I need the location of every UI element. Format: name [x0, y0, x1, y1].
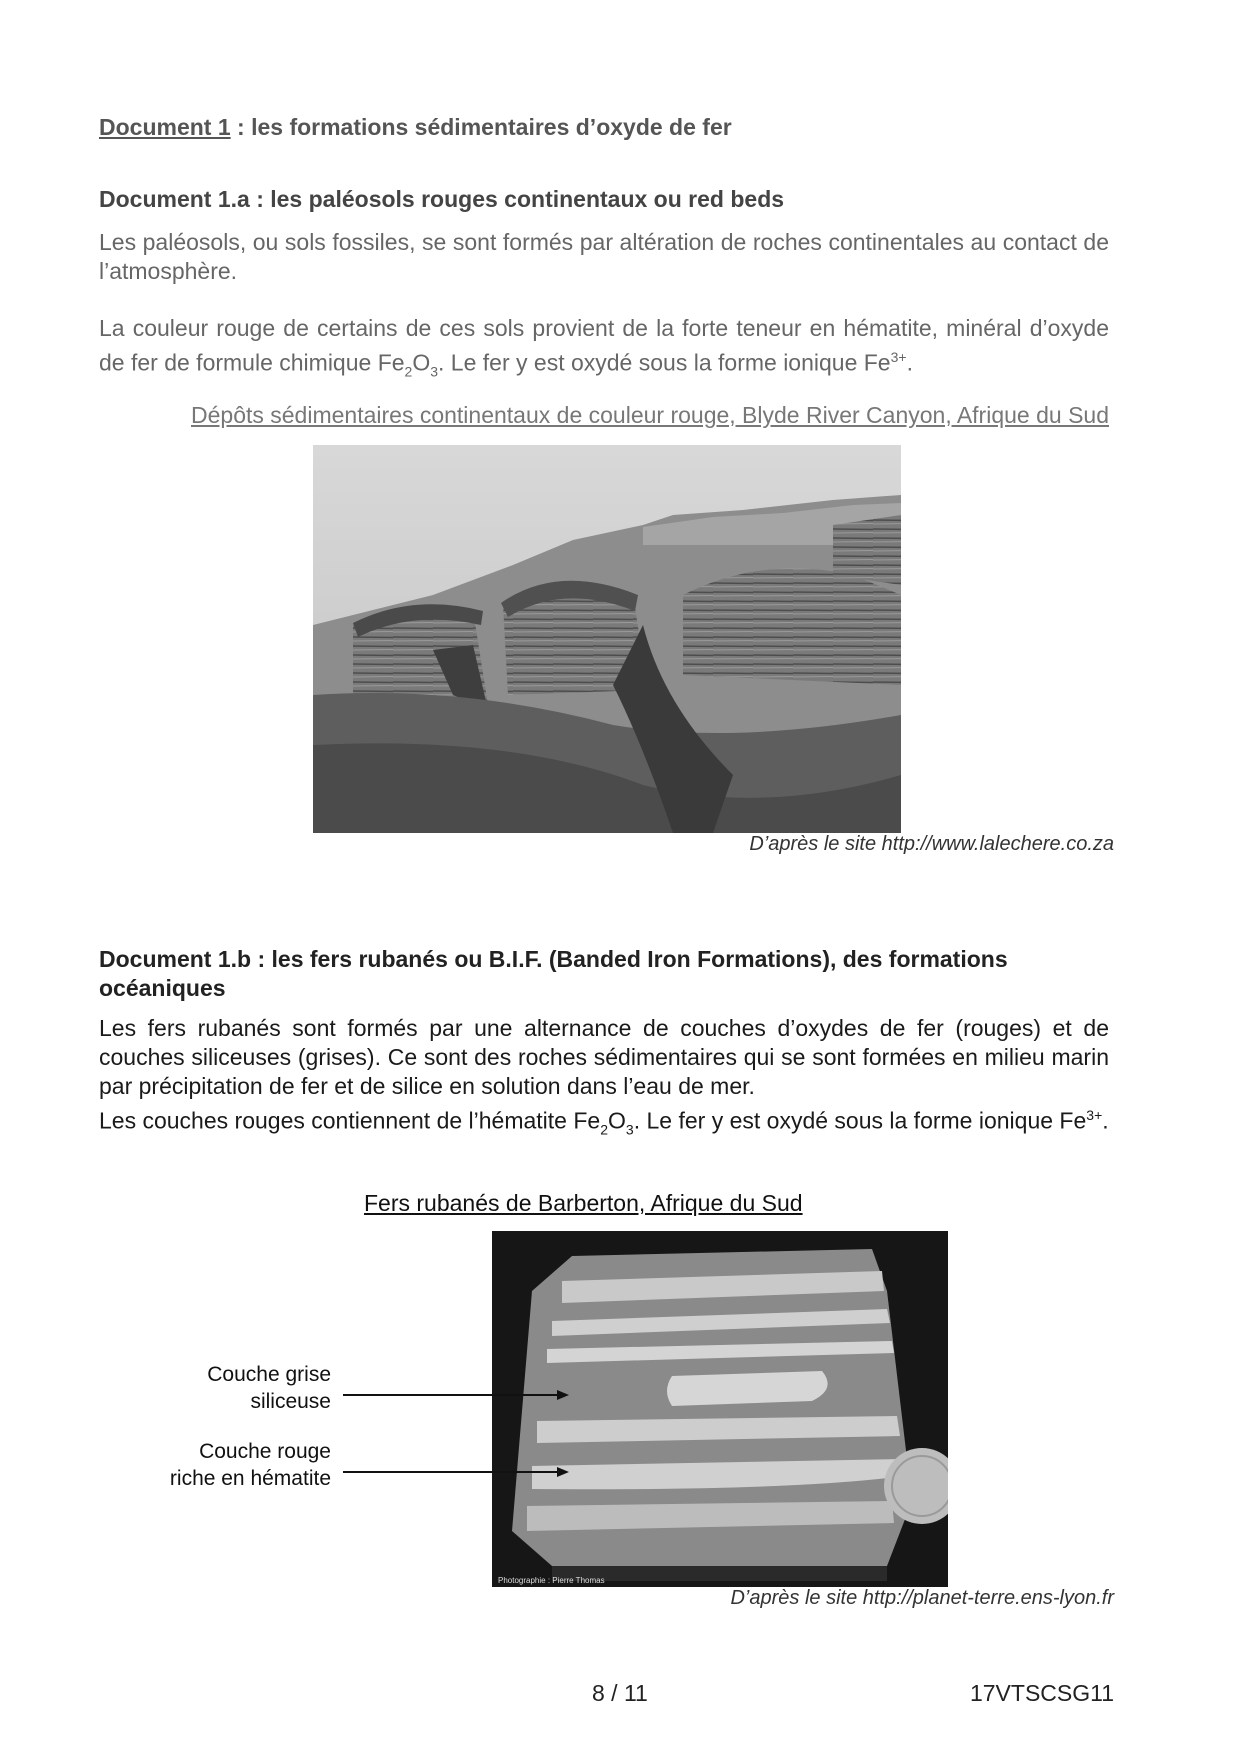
photo-2-source: D’après le site http://planet-terre.ens-lyon.fr [730, 1587, 1114, 1609]
document-1a-title: Document 1.a : les paléosols rouges continentaux ou red beds [99, 186, 785, 212]
label-red-layer: Couche rouge riche en hématite [169, 1440, 331, 1490]
page-number: 8 / 11 [592, 1680, 648, 1706]
photo-1-caption: Dépôts sédimentaires continentaux de couleur rouge, Blyde River Canyon, Afrique du Sud [191, 402, 1109, 428]
document-code: 17VTSCSG11 [969, 1680, 1114, 1706]
arrow-grey-layer-icon [343, 1386, 571, 1404]
arrow-red-layer-icon [343, 1463, 571, 1481]
photo-1-source: D’après le site http://www.lalechere.co.za [749, 833, 1114, 855]
photo-credit: Photographie : Pierre Thomas [498, 1576, 605, 1585]
document-1-subtitle: : les formations sédimentaires d’oxyde de fer [230, 114, 732, 140]
document-1b-title: Document 1.b : les fers rubanés ou B.I.F. (Banded Iron Formations), des formations océaniques [99, 946, 1008, 1001]
document-1b-paragraph: Les fers rubanés sont formés par une alternance de couches d’oxydes de fer (rouges) et de couches siliceuses (grises). Ce sont des roches sédimentaires qui se sont formées en milieu marin par précipitation de fer et de silice en solution dans l’eau de mer. Les couches rouges contiennent de l’hématite $Fe_2O_3$. Le fer y est oxydé sous la forme ionique $Fe^{3+}$. [99, 1015, 1109, 1138]
banded-iron-photo [492, 1231, 948, 1587]
label-grey-layer: Couche grise siliceuse [207, 1363, 331, 1413]
document-1a-paragraph-2: La couleur rouge de certains de ces sols provient de la forte teneur en hématite, minéral d’oxyde de fer de formule chimique $Fe_2O_3$. Le fer y est oxydé sous la forme ionique $Fe^{3+}$. [99, 315, 1109, 380]
document-1a-paragraph-1: Les paléosols, ou sols fossiles, se sont formés par altération de roches continentales au contact de l’atmosphère. [99, 229, 1109, 284]
photo-2-caption: Fers rubanés de Barberton, Afrique du Sud [364, 1190, 803, 1216]
document-1-title [99, 114, 732, 141]
canyon-photo [313, 445, 901, 833]
document-1-label: Document 1 [99, 114, 231, 140]
